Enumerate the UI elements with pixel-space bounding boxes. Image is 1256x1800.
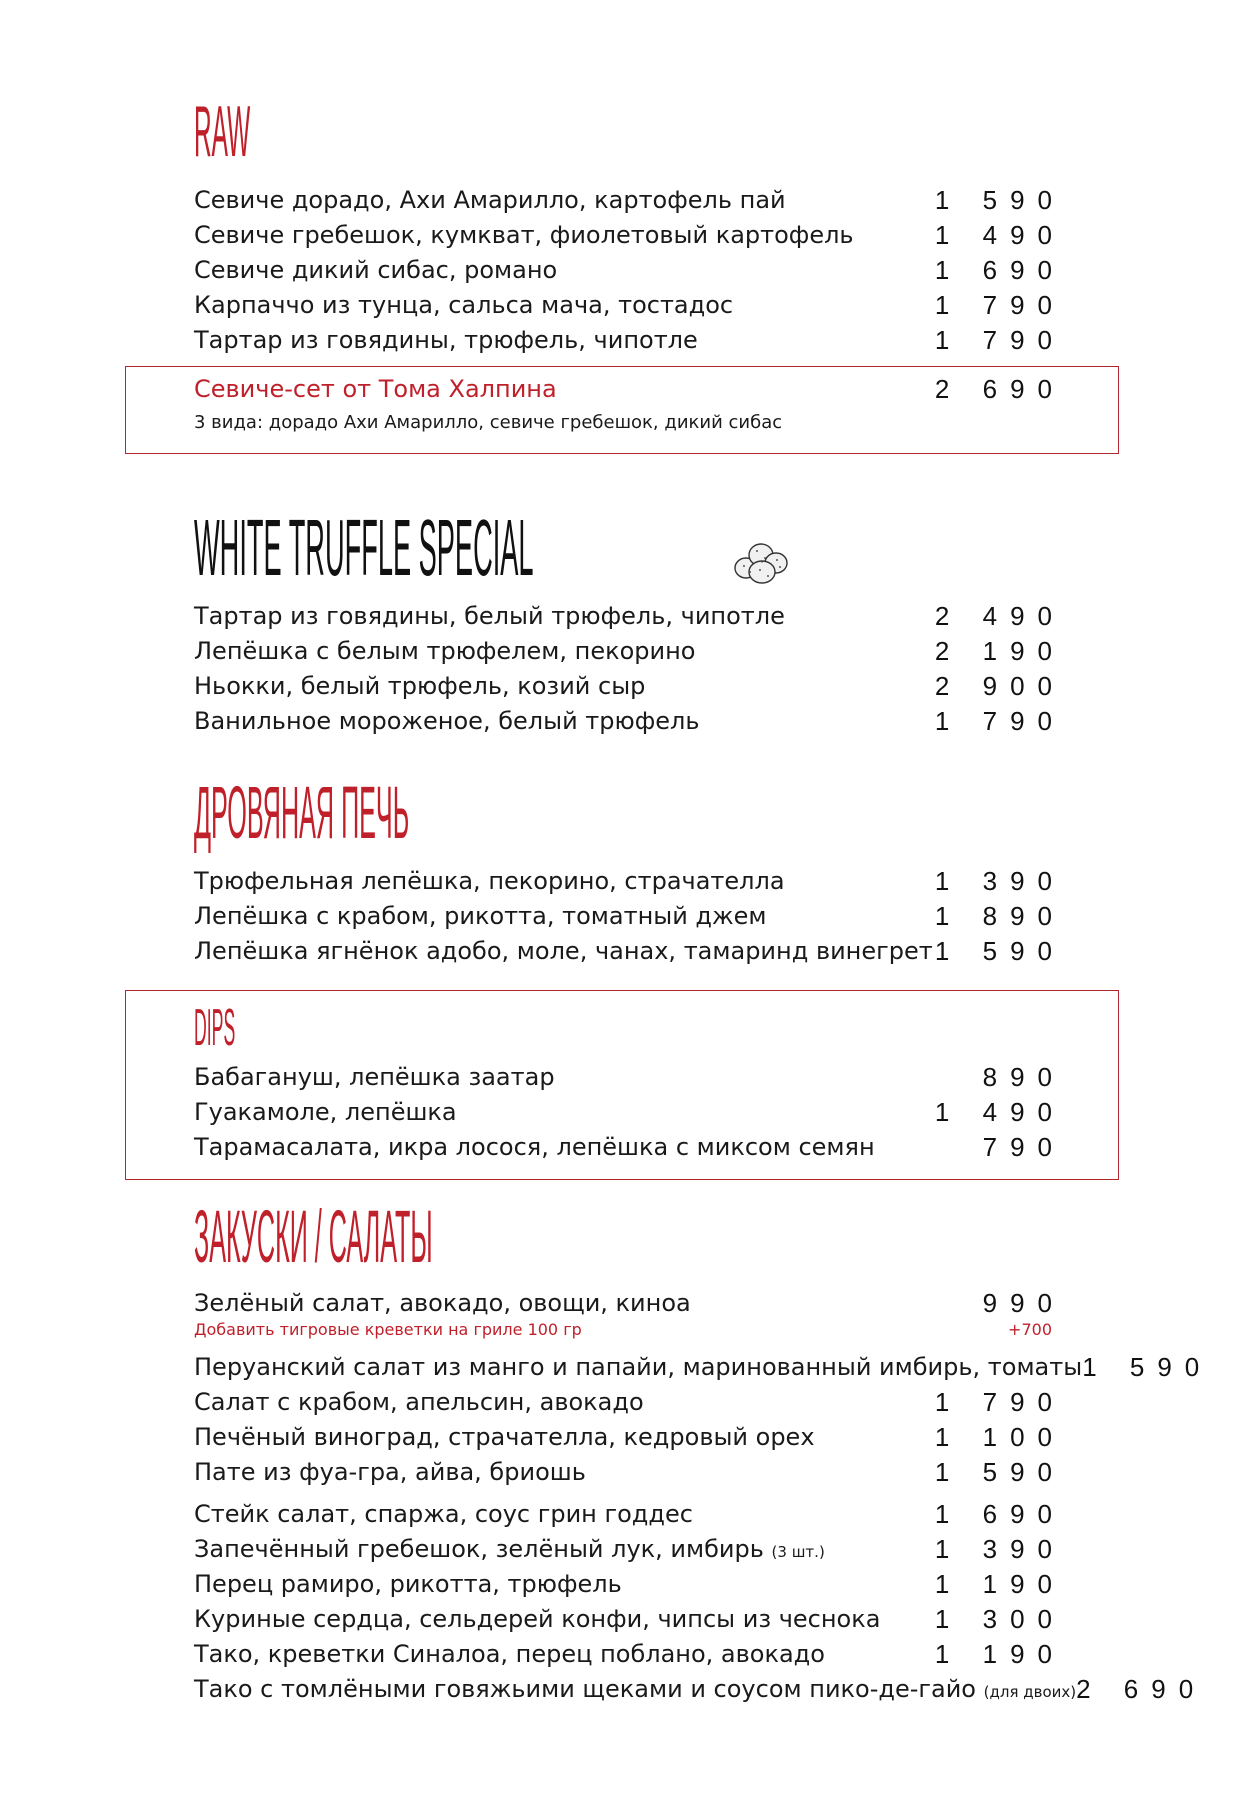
menu-item-portion-note: (для двоих) bbox=[983, 1683, 1077, 1701]
menu-item-price: 1 790 bbox=[934, 705, 1065, 736]
addon-row bbox=[194, 1318, 1052, 1340]
menu-item bbox=[194, 865, 1065, 896]
menu-item-price: 1 100 bbox=[934, 1421, 1065, 1452]
addon-price: +700 bbox=[1008, 1319, 1052, 1339]
menu-item-name: Ньокки, белый трюфель, козий сыр bbox=[194, 672, 646, 700]
special-set-item bbox=[194, 373, 1065, 404]
menu-item-price: 1 790 bbox=[934, 289, 1065, 320]
menu-item-portion-note: (3 шт.) bbox=[771, 1543, 825, 1561]
menu-item-price: 990 bbox=[982, 1287, 1065, 1318]
special-set-name: Севиче-сет от Тома Халпина bbox=[194, 375, 557, 403]
menu-item-name-text: Тако с томлёными говяжьими щеками и соусом пико-де-гайо bbox=[194, 1675, 976, 1703]
menu-item-name: Севиче дорадо, Ахи Амарилло, картофель пай bbox=[194, 186, 786, 214]
menu-item-price: 1 300 bbox=[934, 1603, 1065, 1634]
menu-item-price: 1 490 bbox=[934, 219, 1065, 250]
special-set-description: 3 вида: дорадо Ахи Амарилло, севиче гребешок, дикий сибас bbox=[194, 412, 783, 433]
menu-item-name: Севиче гребешок, кумкват, фиолетовый картофель bbox=[194, 221, 854, 249]
section-title-wood-oven: ДРОВЯНАЯ ПЕЧЬ bbox=[194, 771, 410, 854]
menu-item bbox=[194, 1096, 1065, 1127]
menu-item bbox=[194, 1061, 1065, 1092]
menu-item-name: Лепёшка ягнёнок адобо, моле, чанах, тамаринд винегрет bbox=[194, 937, 933, 965]
menu-item bbox=[194, 1287, 1065, 1318]
menu-item-price: 790 bbox=[982, 1131, 1065, 1162]
menu-item-name: Пате из фуа-гра, айва, бриошь bbox=[194, 1458, 586, 1486]
menu-item bbox=[194, 705, 1065, 736]
truffle-icon bbox=[732, 536, 792, 586]
menu-item bbox=[194, 635, 1065, 666]
menu-item-price: 1 590 bbox=[1082, 1351, 1213, 1382]
menu-item bbox=[194, 600, 1065, 631]
section-title-white-truffle: WHITE TRUFFLE SPECIAL bbox=[194, 503, 534, 592]
menu-item-name: Тако, креветки Синалоа, перец поблано, авокадо bbox=[194, 1640, 825, 1668]
menu-item-name: Перуанский салат из манго и папайи, маринованный имбирь, томаты bbox=[194, 1353, 1083, 1381]
section-title-dips: DIPS bbox=[194, 999, 236, 1057]
menu-item-price: 1 690 bbox=[934, 254, 1065, 285]
menu-item-name: Зелёный салат, авокадо, овощи, киноа bbox=[194, 1289, 691, 1317]
menu-item-name bbox=[194, 1535, 825, 1563]
special-set-price: 2 690 bbox=[934, 373, 1065, 404]
menu-item-name: Карпаччо из тунца, сальса мача, тостадос bbox=[194, 291, 734, 319]
menu-item bbox=[194, 1603, 1065, 1634]
menu-item-price: 1 190 bbox=[934, 1638, 1065, 1669]
menu-item bbox=[194, 1533, 1065, 1564]
menu-item-name: Куриные сердца, сельдерей конфи, чипсы из чеснока bbox=[194, 1605, 881, 1633]
menu-item-name: Тартар из говядины, трюфель, чипотле bbox=[194, 326, 698, 354]
menu-item bbox=[194, 1568, 1065, 1599]
menu-item-price: 1 490 bbox=[934, 1096, 1065, 1127]
menu-item bbox=[194, 254, 1065, 285]
menu-item-price: 1 890 bbox=[934, 900, 1065, 931]
menu-item-price: 1 790 bbox=[934, 1386, 1065, 1417]
menu-item bbox=[194, 1456, 1065, 1487]
menu-item bbox=[194, 1421, 1065, 1452]
menu-item-name: Печёный виноград, страчателла, кедровый орех bbox=[194, 1423, 815, 1451]
menu-item-price: 1 390 bbox=[934, 1533, 1065, 1564]
menu-item-name: Трюфельная лепёшка, пекорино, страчателла bbox=[194, 867, 785, 895]
section-title-salads: ЗАКУСКИ / САЛАТЫ bbox=[194, 1195, 433, 1278]
menu-item bbox=[194, 1638, 1065, 1669]
menu-item-name: Гуакамоле, лепёшка bbox=[194, 1098, 457, 1126]
menu-item-price: 2 690 bbox=[1076, 1673, 1207, 1704]
menu-item bbox=[194, 1673, 1207, 1704]
menu-item-price: 1 590 bbox=[934, 1456, 1065, 1487]
menu-item-price: 1 690 bbox=[934, 1498, 1065, 1529]
menu-item bbox=[194, 289, 1065, 320]
menu-item-price: 1 390 bbox=[934, 865, 1065, 896]
menu-item-price: 2 900 bbox=[934, 670, 1065, 701]
menu-item bbox=[194, 219, 1065, 250]
menu-item-name: Тартар из говядины, белый трюфель, чипотле bbox=[194, 602, 785, 630]
menu-item-name: Ванильное мороженое, белый трюфель bbox=[194, 707, 700, 735]
menu-item-name bbox=[194, 1675, 1076, 1703]
menu-item bbox=[194, 184, 1065, 215]
addon-name: Добавить тигровые креветки на гриле 100 гр bbox=[194, 1319, 582, 1339]
menu-item-price: 2 190 bbox=[934, 635, 1065, 666]
menu-item-name: Лепёшка с крабом, рикотта, томатный джем bbox=[194, 902, 767, 930]
menu-item bbox=[194, 1351, 1213, 1382]
menu-item-name: Севиче дикий сибас, романо bbox=[194, 256, 558, 284]
menu-item-price: 1 590 bbox=[934, 184, 1065, 215]
menu-item-price: 1 790 bbox=[934, 324, 1065, 355]
section-title-raw: RAW bbox=[194, 92, 251, 172]
menu-item-price: 2 490 bbox=[934, 600, 1065, 631]
menu-item bbox=[194, 935, 1065, 966]
menu-item-price: 890 bbox=[982, 1061, 1065, 1092]
menu-item bbox=[194, 1131, 1065, 1162]
menu-item-price: 1 190 bbox=[934, 1568, 1065, 1599]
menu-item-name: Лепёшка с белым трюфелем, пекорино bbox=[194, 637, 696, 665]
menu-item bbox=[194, 324, 1065, 355]
menu-item bbox=[194, 670, 1065, 701]
menu-item-name: Перец рамиро, рикотта, трюфель bbox=[194, 1570, 622, 1598]
menu-item-name: Стейк салат, спаржа, соус грин годдес bbox=[194, 1500, 693, 1528]
menu-item bbox=[194, 1498, 1065, 1529]
menu-item-name: Бабагануш, лепёшка заатар bbox=[194, 1063, 555, 1091]
menu-item-name: Салат с крабом, апельсин, авокадо bbox=[194, 1388, 644, 1416]
menu-item-price: 1 590 bbox=[934, 935, 1065, 966]
menu-item-name: Тарамасалата, икра лосося, лепёшка с миксом семян bbox=[194, 1133, 875, 1161]
menu-item bbox=[194, 900, 1065, 931]
menu-item-name-text: Запечённый гребешок, зелёный лук, имбирь bbox=[194, 1535, 764, 1563]
menu-item bbox=[194, 1386, 1065, 1417]
